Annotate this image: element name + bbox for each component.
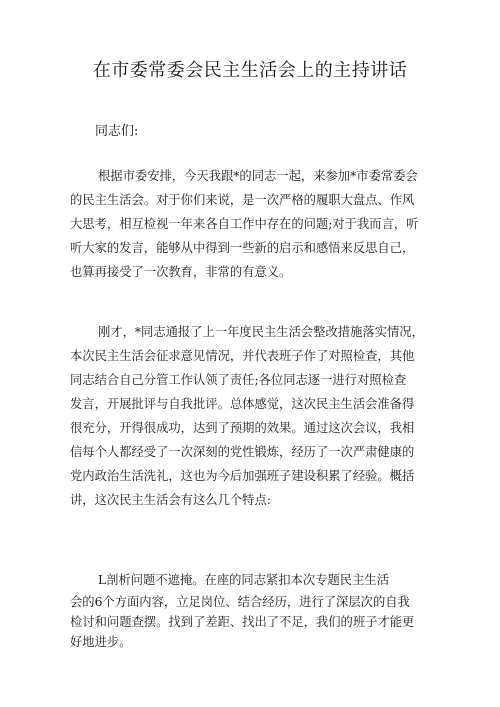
paragraph-3 bbox=[70, 568, 440, 652]
paragraph-line: 大思考，相互检视一年来各自工作中存在的问题;对于我而言，听 bbox=[70, 217, 419, 231]
paragraph-line: 检讨和问题查摆。找到了差距、找出了不足，我们的班子才能更 bbox=[70, 615, 415, 629]
paragraph-2 bbox=[70, 320, 440, 512]
paragraph-line: 党内政治生活洗礼，这也为今后加强班子建设积累了经验。概括 bbox=[70, 469, 415, 483]
paragraph-line: 的民主生活会。对于你们来说，是一次严格的履职大盘点、作风 bbox=[70, 193, 415, 207]
paragraph-1 bbox=[70, 164, 440, 284]
paragraph-line: 本次民主生活会征求意见情况，并代表班子作了对照检查，其他 bbox=[70, 349, 415, 363]
paragraph-line: 信每个人都经受了一次深刻的党性锻炼，经历了一次严肃健康的 bbox=[70, 445, 415, 459]
paragraph-line: L剖析问题不遮掩。在座的同志紧扣本次专题民主生活 bbox=[98, 573, 389, 587]
paragraph-line: 根据市委安排，今天我跟*的同志一起，来参加*市委常委会 bbox=[98, 169, 418, 183]
paragraph-line: 刚才，*同志通报了上一年度民主生活会整改措施落实情况， bbox=[98, 325, 424, 339]
salutation: 同志们: bbox=[95, 124, 139, 139]
paragraph-line: 会的6个方面内容，立足岗位、结合经历，进行了深层次的自我 bbox=[70, 595, 410, 609]
paragraph-line: 好地进步。 bbox=[70, 635, 132, 649]
paragraph-line: 同志结合自己分管工作认领了责任;各位同志逐一进行对照检查 bbox=[70, 373, 407, 387]
paragraph-line: 发言，开展批评与自我批评。总体感觉，这次民主生活会准备得 bbox=[70, 397, 415, 411]
document-title: 在市委常委会民主生活会上的主持讲话 bbox=[92, 60, 408, 81]
paragraph-line: 也算再接受了一次教育，非常的有意义。 bbox=[70, 265, 292, 279]
paragraph-line: 听大家的发言，能够从中得到一些新的启示和感悟来反思自己， bbox=[70, 241, 415, 255]
paragraph-line: 讲，这次民主生活会有这么几个特点: bbox=[70, 493, 271, 507]
paragraph-line: 很充分，开得很成功，达到了预期的效果。通过这次会议，我相 bbox=[70, 421, 415, 435]
